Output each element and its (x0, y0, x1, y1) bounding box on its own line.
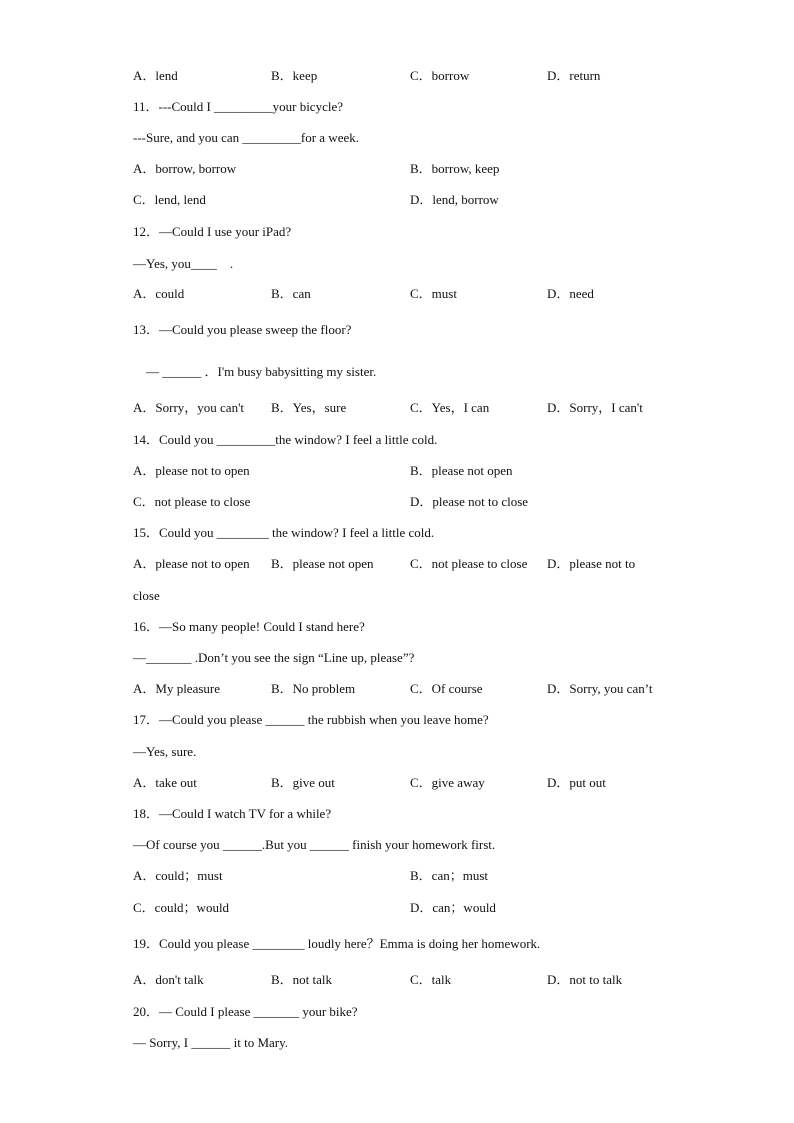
q13-option-d: D．Sorry，I can't (547, 400, 643, 415)
q13-stem: 13．—Could you please sweep the floor? (133, 322, 352, 337)
q11-options-row1 (133, 161, 733, 177)
q16-option-c: C．Of course (410, 681, 483, 696)
q16-reply: —_______ .Don’t you see the sign “Line up, please”? (133, 650, 415, 665)
q18-option-b: B．can；must (410, 868, 488, 883)
q19-option-a: A．don't talk (133, 972, 204, 987)
q15-option-d-wrap: close (133, 588, 160, 603)
q15-options (133, 556, 733, 572)
q17-reply: —Yes, sure. (133, 744, 197, 759)
q17-option-a: A．take out (133, 775, 197, 790)
q18-options-row1 (133, 868, 733, 884)
q11-option-a: A．borrow, borrow (133, 161, 237, 176)
q19-options (133, 972, 733, 988)
q15-option-a: A．please not to open (133, 556, 250, 571)
q19-stem: 19．Could you please ________ loudly here？Emma is doing her homework. (133, 936, 541, 951)
q14-option-a: A．please not to open (133, 463, 250, 478)
q12-stem: 12．—Could I use your iPad? (133, 224, 292, 239)
q20-reply: — Sorry, I ______ it to Mary. (133, 1035, 289, 1050)
q10-option-c: C．borrow (410, 68, 470, 83)
q13-options (133, 400, 733, 416)
q18-reply: —Of course you ______.But you ______ finish your homework first. (133, 837, 496, 852)
q19-option-c: C．talk (410, 972, 452, 987)
q12-option-c: C．must (410, 286, 457, 301)
q11-stem: 11．---Could I _________your bicycle? (133, 99, 343, 114)
q18-option-c: C．could；would (133, 900, 230, 915)
q18-option-a: A．could；must (133, 868, 223, 883)
q17-option-b: B．give out (271, 775, 335, 790)
q15-option-c: C．not please to close (410, 556, 528, 571)
q17-options (133, 775, 733, 791)
q14-option-b: B．please not open (410, 463, 513, 478)
q16-option-b: B．No problem (271, 681, 356, 696)
q14-options-row1 (133, 463, 733, 479)
q12-options (133, 286, 733, 302)
q10-option-a: A．lend (133, 68, 178, 83)
q16-options (133, 681, 733, 697)
q18-option-d: D．can；would (410, 900, 496, 915)
q11-option-c: C．lend, lend (133, 192, 206, 207)
q11-option-b: B．borrow, keep (410, 161, 500, 176)
q18-stem: 18．—Could I watch TV for a while? (133, 806, 332, 821)
q15-stem: 15．Could you ________ the window? I feel a little cold. (133, 525, 435, 540)
q12-reply: —Yes, you____ . (133, 256, 234, 271)
q17-stem: 17．—Could you please ______ the rubbish when you leave home? (133, 712, 489, 727)
q13-option-c: C．Yes，I can (410, 400, 490, 415)
q14-options-row2 (133, 494, 733, 510)
q11-options-row2 (133, 192, 733, 208)
q12-option-d: D．need (547, 286, 594, 301)
q18-options-row2 (133, 900, 733, 916)
q14-option-d: D．please not to close (410, 494, 529, 509)
q19-option-d: D．not to talk (547, 972, 623, 987)
q16-option-d: D．Sorry, you can’t (547, 681, 653, 696)
q15-option-d: D．please not to (547, 556, 636, 571)
q10-option-b: B．keep (271, 68, 318, 83)
q10-option-d: D．return (547, 68, 601, 83)
q17-option-d: D．put out (547, 775, 606, 790)
q17-option-c: C．give away (410, 775, 485, 790)
q13-option-a: A．Sorry，you can't (133, 400, 245, 415)
q20-stem: 20．— Could I please _______ your bike? (133, 1004, 358, 1019)
q16-option-a: A．My pleasure (133, 681, 221, 696)
q16-stem: 16．—So many people! Could I stand here? (133, 619, 365, 634)
q10-options (133, 68, 733, 84)
q12-option-a: A．could (133, 286, 185, 301)
q13-option-b: B．Yes，sure (271, 400, 347, 415)
q19-option-b: B．not talk (271, 972, 333, 987)
q15-option-b: B．please not open (271, 556, 374, 571)
q14-option-c: C．not please to close (133, 494, 251, 509)
q11-reply: ---Sure, and you can _________for a week. (133, 130, 359, 145)
q13-reply: — ______ ．I'm busy babysitting my sister. (146, 364, 377, 379)
q11-option-d: D．lend, borrow (410, 192, 499, 207)
q14-stem: 14．Could you _________the window? I feel a little cold. (133, 432, 438, 447)
q12-option-b: B．can (271, 286, 311, 301)
